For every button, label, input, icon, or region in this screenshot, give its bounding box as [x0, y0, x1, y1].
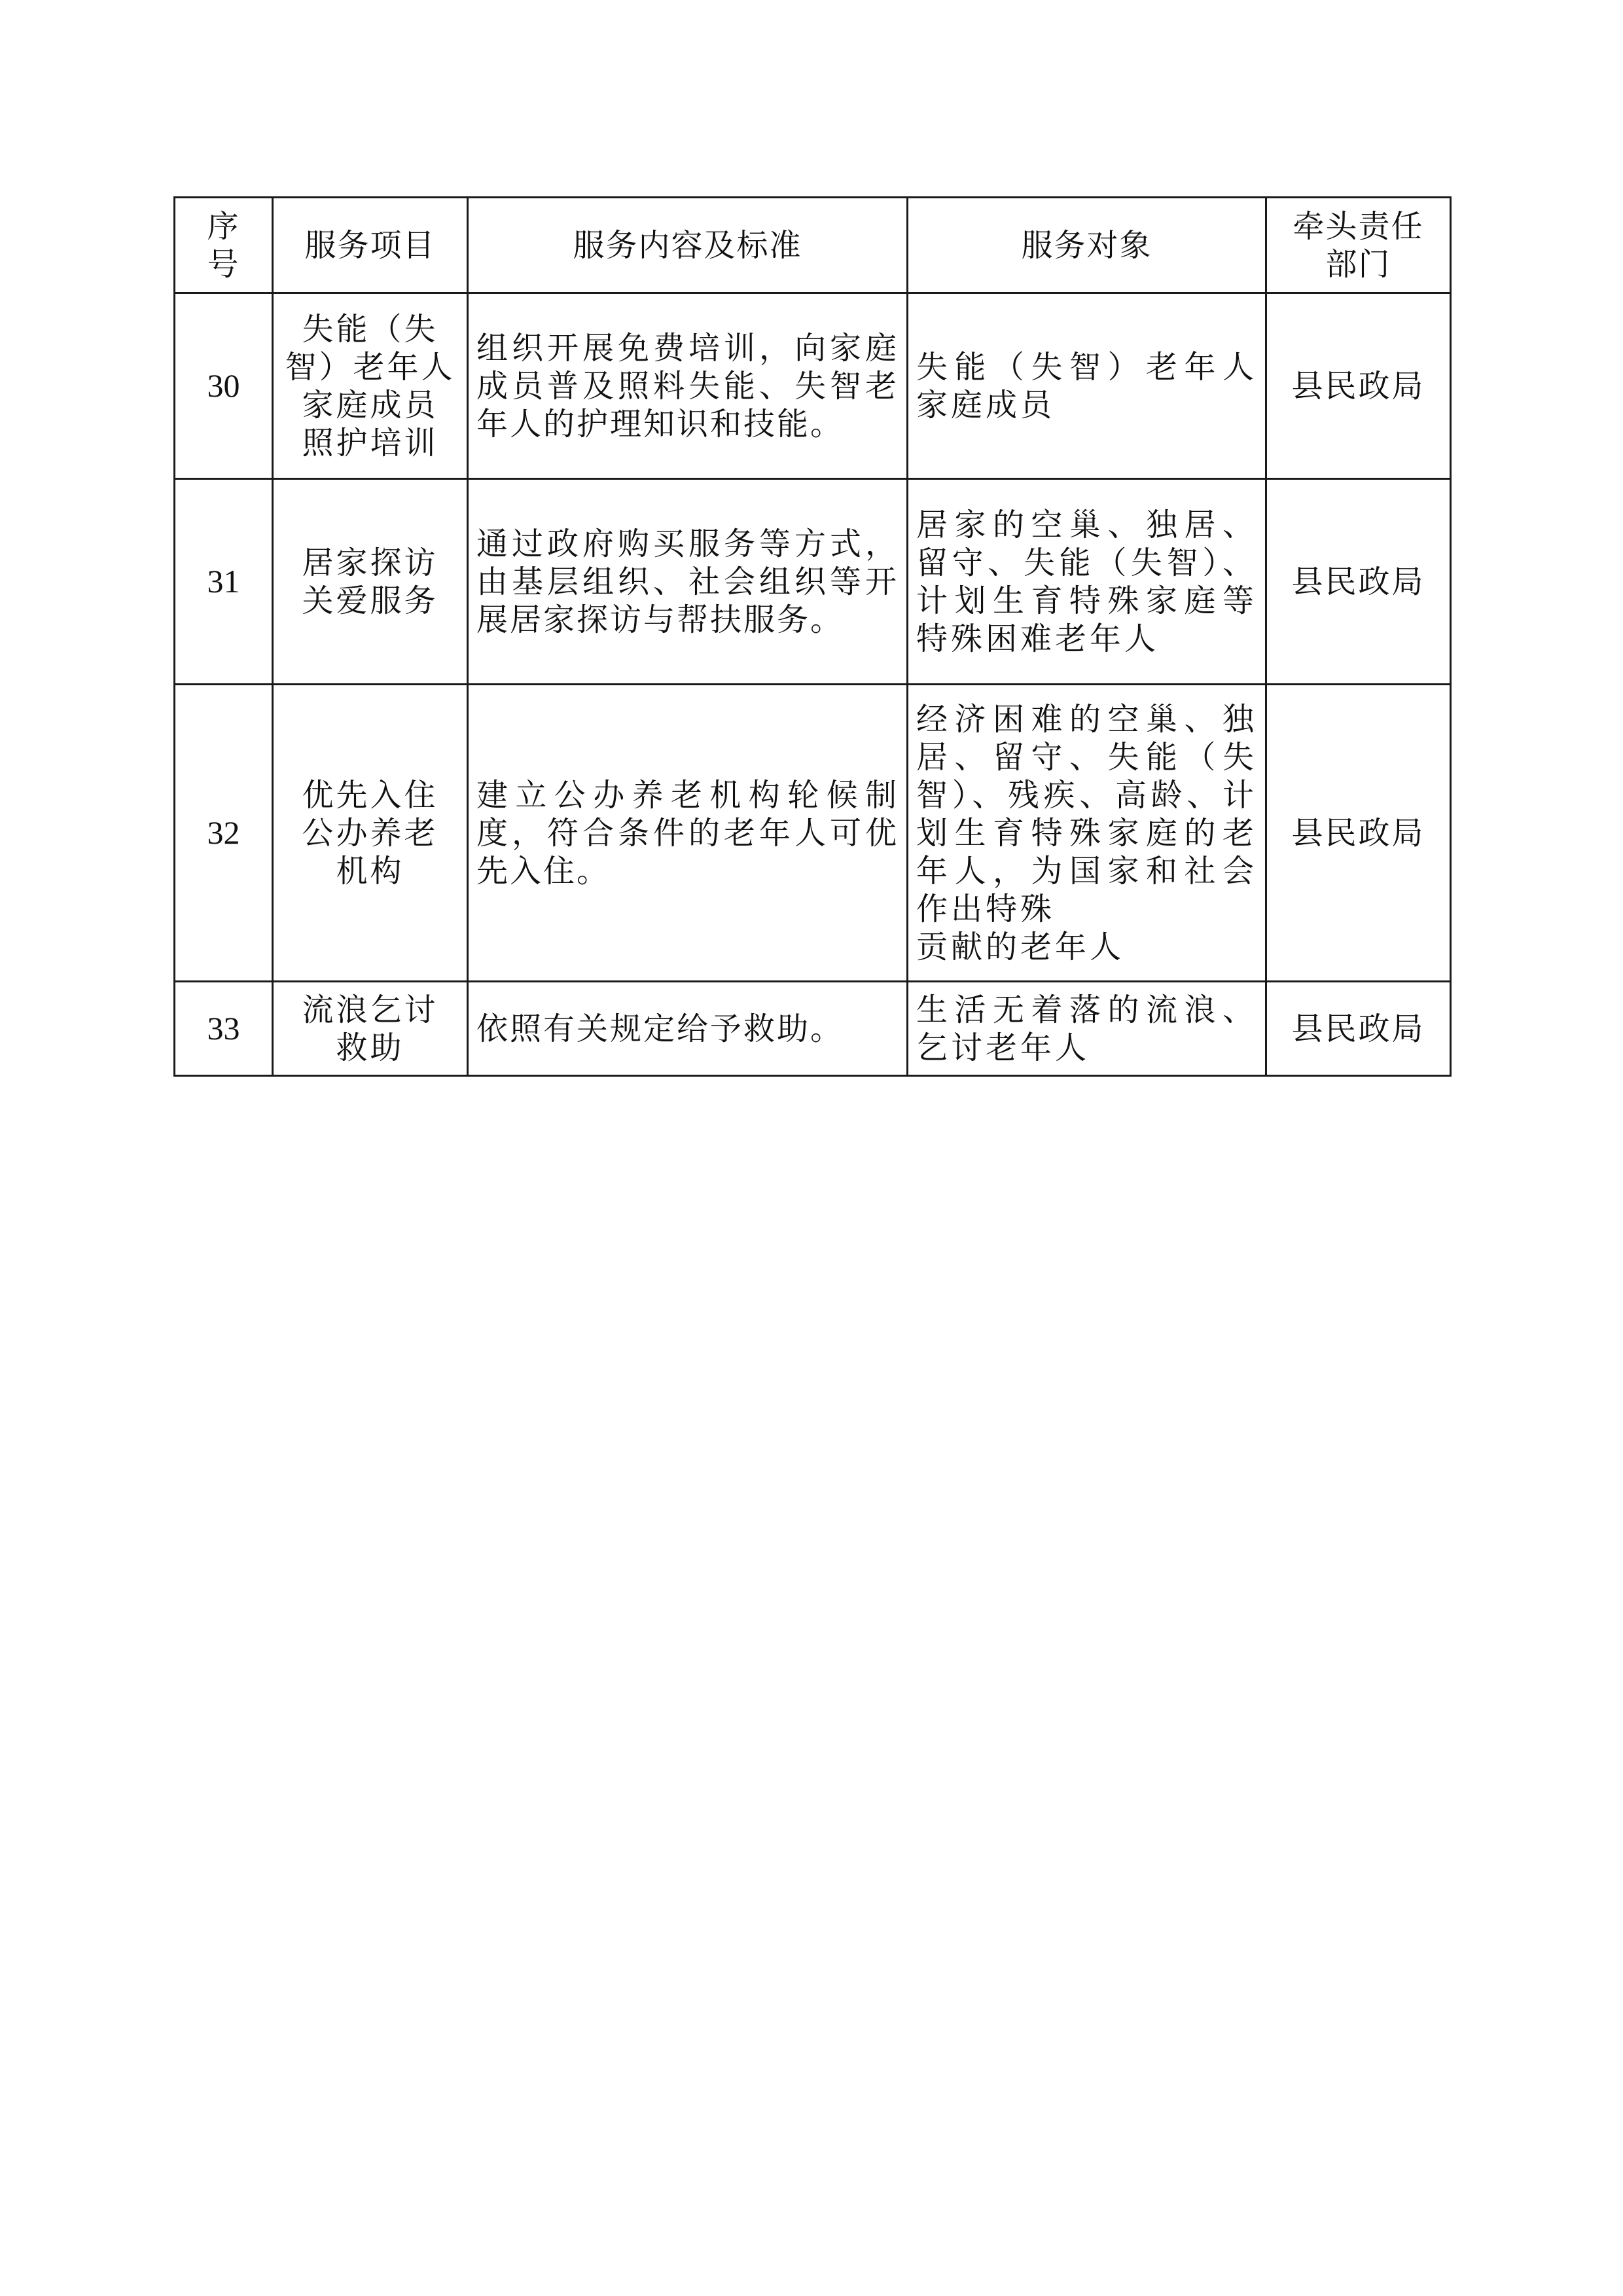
table-row	[175, 293, 1451, 479]
cell-service-content: 依照有关规定给予救助。	[468, 982, 908, 1076]
cell-lead-department: 县民政局	[1266, 982, 1451, 1076]
cell-service-item: 失能（失 智）老年人 家庭成员 照护培训	[273, 293, 468, 479]
cell-service-target: 生活无着落的流浪、乞讨老年人	[908, 982, 1266, 1076]
table-header-row	[175, 198, 1451, 293]
cell-serial-number: 30	[175, 293, 273, 479]
header-service-target: 服务对象	[908, 198, 1266, 293]
cell-service-content: 建立公办养老机构轮候制度，符合条件的老年人可优先入住。	[468, 685, 908, 982]
cell-serial-number: 32	[175, 685, 273, 982]
header-service-item: 服务项目	[273, 198, 468, 293]
table-row	[175, 685, 1451, 982]
table-row	[175, 479, 1451, 685]
cell-service-item: 优先入住 公办养老 机构	[273, 685, 468, 982]
cell-service-target: 经济困难的空巢、独居、留守、失能（失智）、残疾、高龄、计划生育特殊家庭的老年人，为国家和社会作出特殊 贡献的老年人	[908, 685, 1266, 982]
cell-serial-number: 31	[175, 479, 273, 685]
header-service-content: 服务内容及标准	[468, 198, 908, 293]
cell-lead-department: 县民政局	[1266, 479, 1451, 685]
cell-service-item: 流浪乞讨 救助	[273, 982, 468, 1076]
cell-lead-department: 县民政局	[1266, 293, 1451, 479]
cell-lead-department: 县民政局	[1266, 685, 1451, 982]
header-serial-number: 序 号	[175, 198, 273, 293]
cell-service-target: 居家的空巢、独居、留守、失能（失智）、计划生育特殊家庭等特殊困难老年人	[908, 479, 1266, 685]
cell-service-item: 居家探访 关爱服务	[273, 479, 468, 685]
cell-serial-number: 33	[175, 982, 273, 1076]
service-table	[173, 196, 1452, 1077]
cell-service-target: 失能（失智）老年人家庭成员	[908, 293, 1266, 479]
cell-service-content: 组织开展免费培训，向家庭成员普及照料失能、失智老年人的护理知识和技能。	[468, 293, 908, 479]
header-lead-department: 牵头责任 部门	[1266, 198, 1451, 293]
cell-service-content: 通过政府购买服务等方式，由基层组织、社会组织等开展居家探访与帮扶服务。	[468, 479, 908, 685]
table-row	[175, 982, 1451, 1076]
